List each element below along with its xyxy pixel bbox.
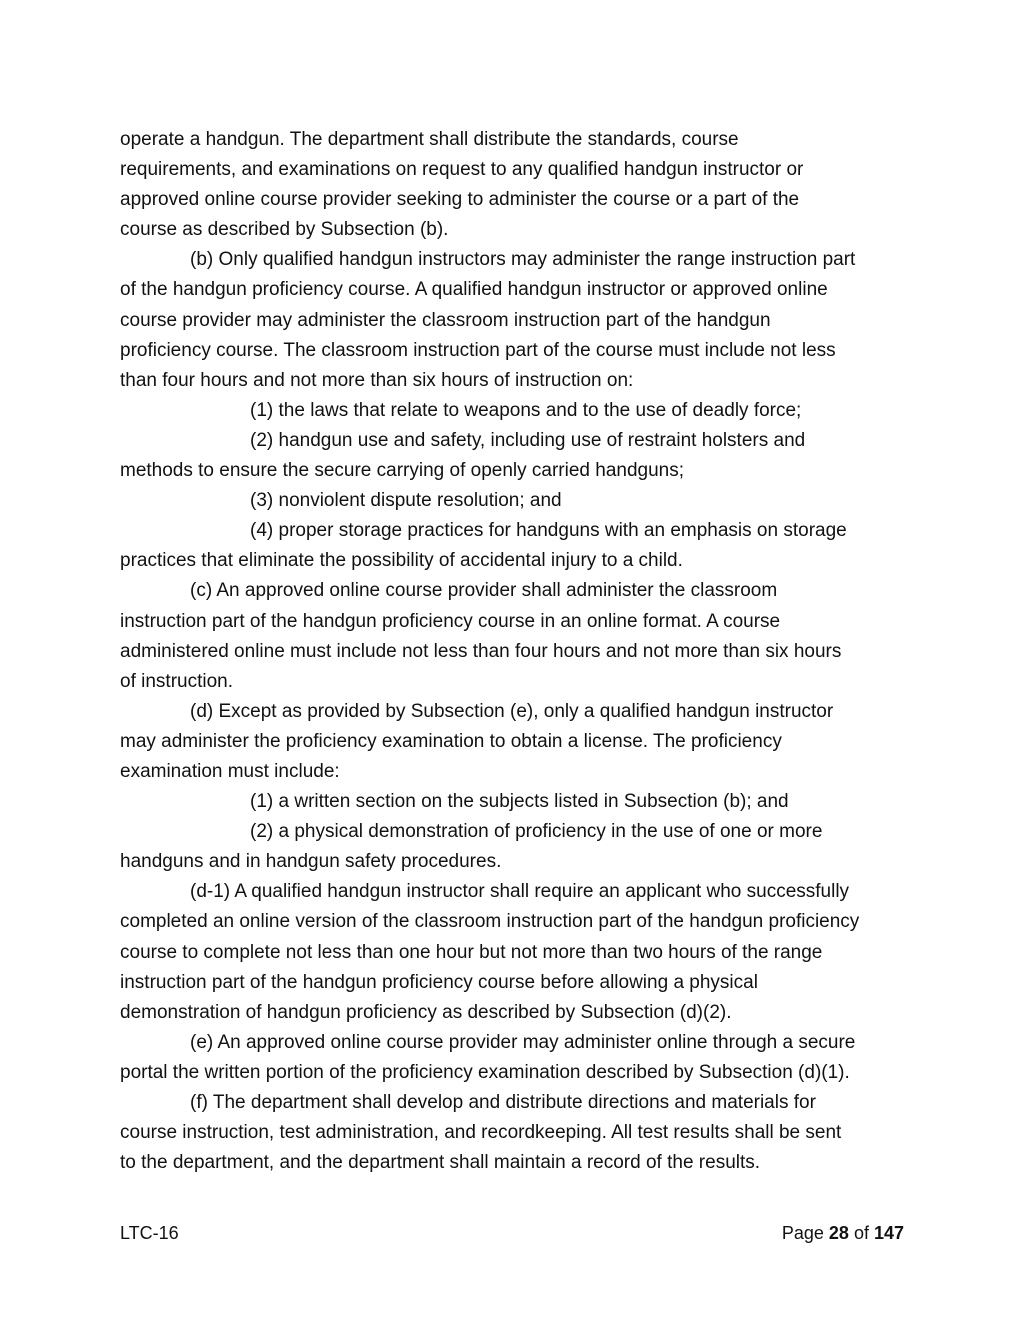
text-line: (2) a physical demonstration of proficiency in the use of one or more (250, 821, 823, 843)
text-line: course provider may administer the classroom instruction part of the handgun (120, 309, 771, 331)
page-indicator (782, 1221, 904, 1245)
text-line: (3) nonviolent dispute resolution; and (250, 490, 562, 512)
page-prefix: Page (781, 1223, 829, 1243)
text-line: of the handgun proficiency course. A qualified handgun instructor or approved online (120, 279, 828, 301)
page-total: 147 (873, 1223, 904, 1243)
text-line: (b) Only qualified handgun instructors may administer the range instruction part (190, 249, 856, 271)
text-line: demonstration of handgun proficiency as described by Subsection (d)(2). (120, 1001, 732, 1023)
text-line: may administer the proficiency examination to obtain a license. The proficiency (120, 730, 782, 752)
text-line: (d-1) A qualified handgun instructor shall require an applicant who successfully (190, 881, 850, 903)
page-number: 28 (828, 1223, 849, 1243)
text-line: instruction part of the handgun proficiency course in an online format. A course (120, 610, 781, 632)
body-text (120, 125, 910, 1178)
text-line: handguns and in handgun safety procedures. (120, 851, 502, 873)
text-line: proficiency course. The classroom instruction part of the course must include not less (120, 339, 836, 361)
document-id: LTC-16 (120, 1223, 179, 1243)
text-line: requirements, and examinations on request to any qualified handgun instructor or (120, 159, 804, 181)
text-line: methods to ensure the secure carrying of openly carried handguns; (120, 460, 684, 482)
text-line: (d) Except as provided by Subsection (e), only a qualified handgun instructor (190, 700, 834, 722)
text-line: examination must include: (120, 760, 340, 782)
text-line: operate a handgun. The department shall distribute the standards, course (120, 129, 739, 150)
text-line: (e) An approved online course provider may administer online through a secure (190, 1031, 856, 1053)
text-line: (2) handgun use and safety, including use of restraint holsters and (250, 429, 806, 451)
text-line: (1) a written section on the subjects listed in Subsection (b); and (250, 791, 789, 813)
text-line: completed an online version of the classroom instruction part of the handgun proficiency (120, 911, 860, 933)
text-line: (f) The department shall develop and distribute directions and materials for (190, 1092, 816, 1113)
text-line: of instruction. (120, 670, 233, 692)
text-line: course instruction, test administration, and recordkeeping. All test results shall be sent (120, 1122, 842, 1144)
page-of: of (848, 1223, 874, 1243)
text-line: portal the written portion of the proficiency examination described by Subsection (d)(1). (120, 1061, 850, 1083)
text-line: course to complete not less than one hour but not more than two hours of the range (120, 941, 823, 963)
text-line: instruction part of the handgun proficiency course before allowing a physical (120, 971, 758, 993)
text-line: course as described by Subsection (b). (120, 219, 449, 241)
text-line: than four hours and not more than six hours of instruction on: (120, 369, 634, 391)
text-line: to the department, and the department shall maintain a record of the results. (120, 1152, 761, 1174)
text-line: practices that eliminate the possibility of accidental injury to a child. (120, 550, 683, 572)
text-line: administered online must include not less than four hours and not more than six hours (120, 640, 842, 662)
text-line: (4) proper storage practices for handguns with an emphasis on storage (250, 520, 847, 542)
text-line: (c) An approved online course provider shall administer the classroom (190, 580, 778, 602)
text-line: (1) the laws that relate to weapons and to the use of deadly force; (250, 399, 802, 421)
text-line: approved online course provider seeking to administer the course or a part of the (120, 189, 800, 211)
